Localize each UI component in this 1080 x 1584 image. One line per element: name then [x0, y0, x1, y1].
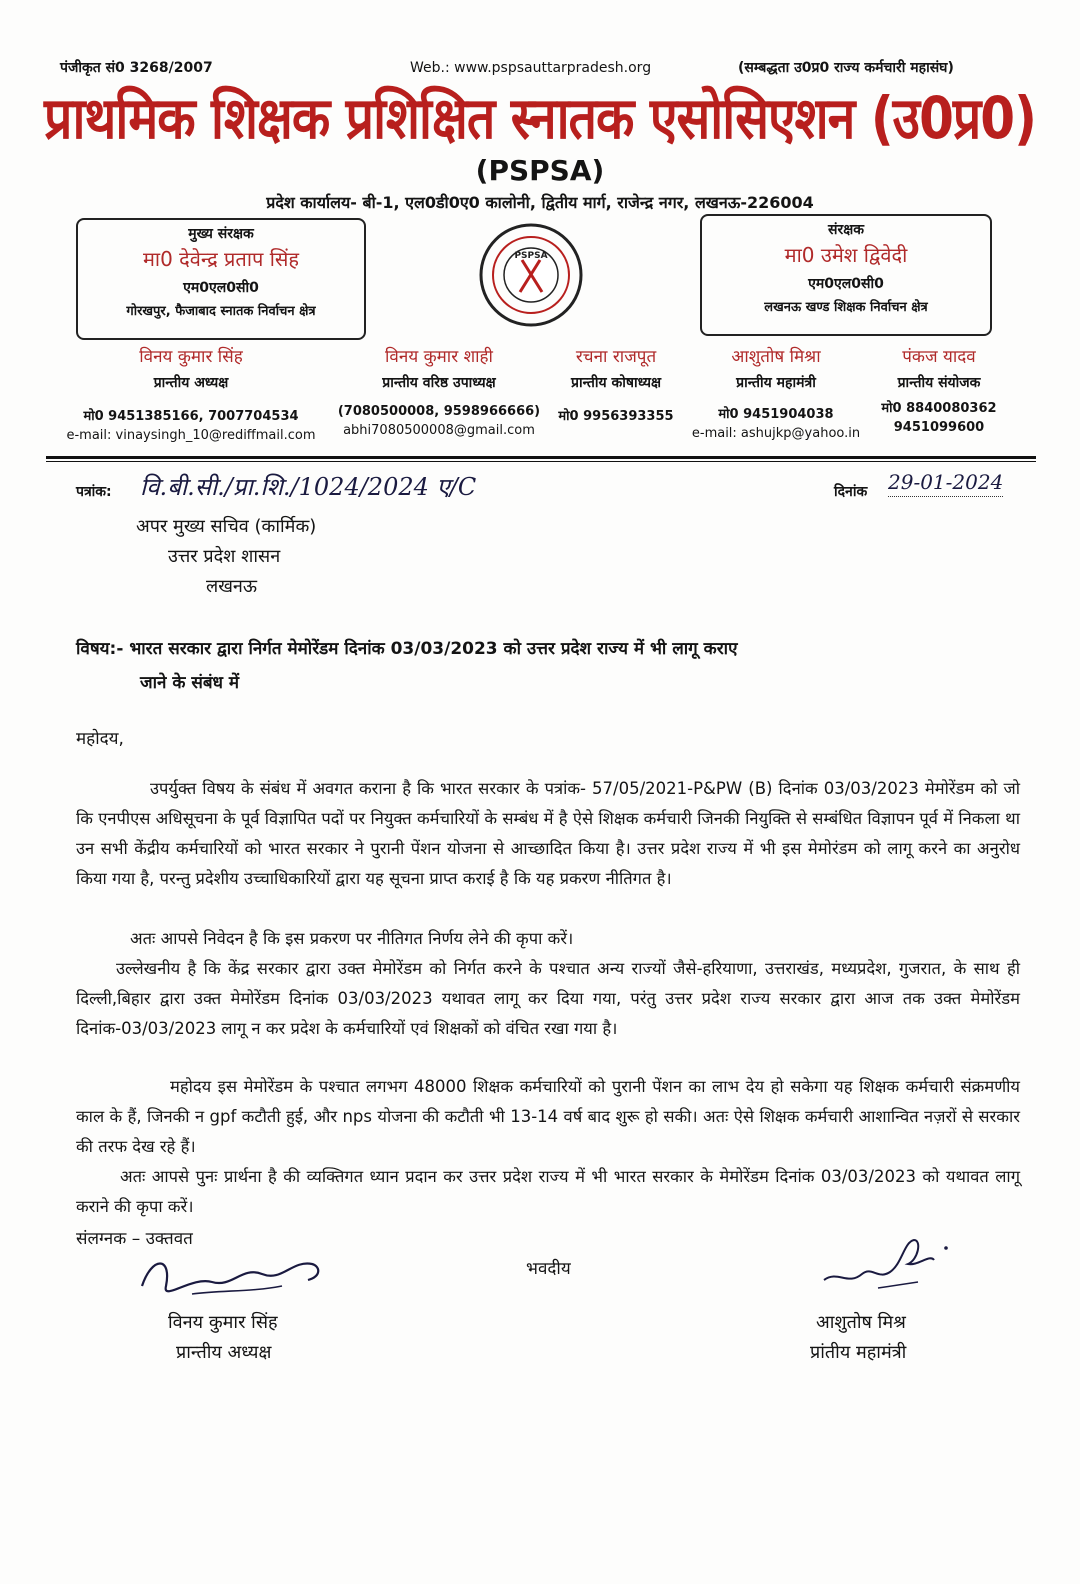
reference-number: वि.बी.सी./प्रा.शि./1024/2024 ए/C	[140, 473, 477, 501]
chief-patron-box	[76, 218, 366, 340]
officer-general-secretary	[688, 344, 864, 441]
closing: भवदीय	[526, 1259, 571, 1279]
affiliation: (सम्बद्धता उ0प्र0 राज्य कर्मचारी महासंघ)	[738, 60, 954, 76]
officer-name: पंकज यादव	[902, 347, 976, 367]
officer-post: प्रान्तीय वरिष्ठ उपाध्यक्ष	[382, 375, 496, 391]
signature-left-icon	[132, 1246, 332, 1314]
website: Web.: www.pspsauttarpradesh.org	[410, 60, 652, 76]
body-paragraph: महोदय इस मेमोरेंडम के पश्चात लगभग 48000 शिक्षक कर्मचारियों को पुरानी पेंशन का लाभ देय हो सकेगा यह शिक्षक कर्मचारी संक्रमणीय काल के हैं, जिनकी न gpf कटौती हुई, और nps योजना की कटौती भी 13-14 वर्ष बाद शुरू हो सकी। अतः ऐसे शिक्षक कर्मचारी आशान्वित नज़रों से सरकार की तरफ देख रहे हैं।	[76, 1077, 1020, 1156]
officer-president	[46, 344, 336, 443]
patron-constituency: लखनऊ खण्ड शिक्षक निर्वाचन क्षेत्र	[764, 300, 928, 315]
officer-mobile: मो0 8840080362	[881, 401, 997, 416]
officer-name: विनय कुमार शाही	[385, 347, 493, 367]
enclosure-note: संलग्नक – उक्तवत	[76, 1229, 193, 1249]
patron-degree: एम0एल0सी0	[808, 276, 884, 292]
officer-email: abhi7080500008@gmail.com	[343, 423, 535, 438]
organization-name: प्राथमिक शिक्षक प्रशिक्षित स्नातक एसोसिएशन (उ0प्र0)	[44, 84, 1036, 152]
association-seal-icon	[478, 222, 584, 328]
signatory-left-name: विनय कुमार सिंह	[168, 1312, 278, 1333]
recipient-line: लखनऊ	[206, 576, 258, 597]
header-divider-thin	[46, 461, 1036, 462]
seal-text: PSPSA	[514, 251, 548, 261]
body-paragraph: उपर्युक्त विषय के संबंध में अवगत कराना है कि भारत सरकार के पत्रांक- 57/05/2021-P&PW (B) दिनांक 03/03/2023 मेमोरेंडम को जो कि एनपीएस अधिसूचना के पूर्व विज्ञापित पदों पर नियुक्त कर्मचारियों के सम्बंध में है ऐसे शिक्षक कर्मचारी जिनकी नियुक्ति से सम्बंधित विज्ञापन पूर्व में निकला था उन सभी केंद्रीय कर्मचारियों को भारत सरकार ने पुरानी पेंशन योजना से आच्छादित किया है। उत्तर प्रदेश राज्य में भी इस मेमोरंडम को लागू करने का अनुरोध किया गया है, परन्तु प्रदेशीय उच्चाधिकारियों द्वारा यह सूचना प्राप्त कराई है कि यह प्रकरण नीतिगत है।	[76, 779, 1020, 888]
body-paragraph: उल्लेखनीय है कि केंद्र सरकार द्वारा उक्त मेमोरेंडम को निर्गत करने के पश्चात अन्य राज्यों जैसे-हरियाणा, उत्तराखंड, मध्यप्रदेश, गुजरात, के साथ ही दिल्ली,बिहार द्वारा उक्त मेमोरेंडम दिनांक 03/03/2023 यथावत लागू कर दिया गया, परंतु उत्तर प्रदेश राज्य सरकार द्वारा आज तक उक्त मेमोरेंडम दिनांक-03/03/2023 लागू न कर प्रदेश के कर्मचारियों एवं शिक्षकों को वंचित रखा गया है।	[76, 959, 1020, 1038]
letter-date: 29-01-2024	[888, 470, 1003, 497]
reference-label: पत्रांक:	[76, 484, 112, 500]
officer-mobile: (7080500008, 9598966666)	[337, 404, 541, 419]
patron-role: संरक्षक	[828, 222, 864, 238]
letter-subject	[76, 632, 1016, 700]
officer-senior-vice-president	[334, 344, 544, 438]
officer-mobile: मो0 9956393355	[558, 409, 674, 424]
header-divider	[46, 456, 1036, 459]
officer-convener	[864, 344, 1014, 435]
officer-name: विनय कुमार सिंह	[139, 347, 243, 367]
officer-treasurer	[548, 344, 684, 424]
officer-mobile: मो0 9451385166, 7007704534	[83, 409, 299, 424]
salutation: महोदय,	[76, 729, 124, 749]
chief-patron-constituency: गोरखपुर, फैजाबाद स्नातक निर्वाचन क्षेत्र	[126, 304, 316, 319]
recipient-line: अपर मुख्य सचिव (कार्मिक)	[136, 516, 317, 537]
officer-post: प्रान्तीय संयोजक	[897, 375, 981, 391]
patron-box	[700, 214, 992, 336]
organization-abbreviation: (PSPSA)	[475, 154, 605, 187]
body-paragraph: अतः आपसे पुनः प्रार्थना है की व्यक्तिगत ध्यान प्रदान कर उत्तर प्रदेश राज्य में भी भारत सरकार के मेमोरेंडम दिनांक 03/03/2023 को यथावत लागू कराने की कृपा करें।	[76, 1167, 1020, 1216]
chief-patron-name: मा0 देवेन्द्र प्रताप सिंह	[142, 247, 300, 271]
officer-email: e-mail: vinaysingh_10@rediffmail.com	[66, 428, 316, 443]
date-label: दिनांक	[834, 484, 868, 500]
body-paragraph: अतः आपसे निवेदन है कि इस प्रकरण पर नीतिगत निर्णय लेने की कृपा करें।	[130, 929, 574, 948]
officer-post: प्रान्तीय कोषाध्यक्ष	[570, 375, 662, 391]
signature-right-icon	[818, 1230, 958, 1304]
subject-line: जाने के संबंध में	[140, 673, 240, 693]
officer-email: e-mail: ashujkp@yahoo.in	[691, 426, 861, 441]
recipient-line: उत्तर प्रदेश शासन	[168, 546, 281, 567]
signatory-right-name: आशुतोष मिश्र	[816, 1312, 906, 1333]
officer-name: आशुतोष मिश्रा	[731, 347, 821, 367]
chief-patron-degree: एम0एल0सी0	[183, 280, 259, 296]
signatory-right-post: प्रांतीय महामंत्री	[810, 1342, 907, 1363]
registration-number: पंजीकृत सं0 3268/2007	[60, 60, 213, 76]
officer-post: प्रान्तीय महामंत्री	[736, 375, 816, 391]
officer-post: प्रान्तीय अध्यक्ष	[153, 375, 229, 391]
signatory-left-post: प्रान्तीय अध्यक्ष	[176, 1342, 272, 1363]
officer-mobile-2: 9451099600	[893, 420, 985, 435]
chief-patron-role: मुख्य संरक्षक	[188, 226, 254, 242]
officer-name: रचना राजपूत	[575, 347, 657, 367]
officer-mobile: मो0 9451904038	[718, 407, 834, 422]
office-address: प्रदेश कार्यालय- बी-1, एल0डी0ए0 कालोनी, द्वितीय मार्ग, राजेन्द्र नगर, लखनऊ-226004	[266, 193, 814, 212]
patron-name: मा0 उमेश द्विवेदी	[784, 243, 908, 267]
subject-line: विषय:- भारत सरकार द्वारा निर्गत मेमोरेंडम दिनांक 03/03/2023 को उत्तर प्रदेश राज्य में भी लागू कराए	[76, 639, 738, 659]
